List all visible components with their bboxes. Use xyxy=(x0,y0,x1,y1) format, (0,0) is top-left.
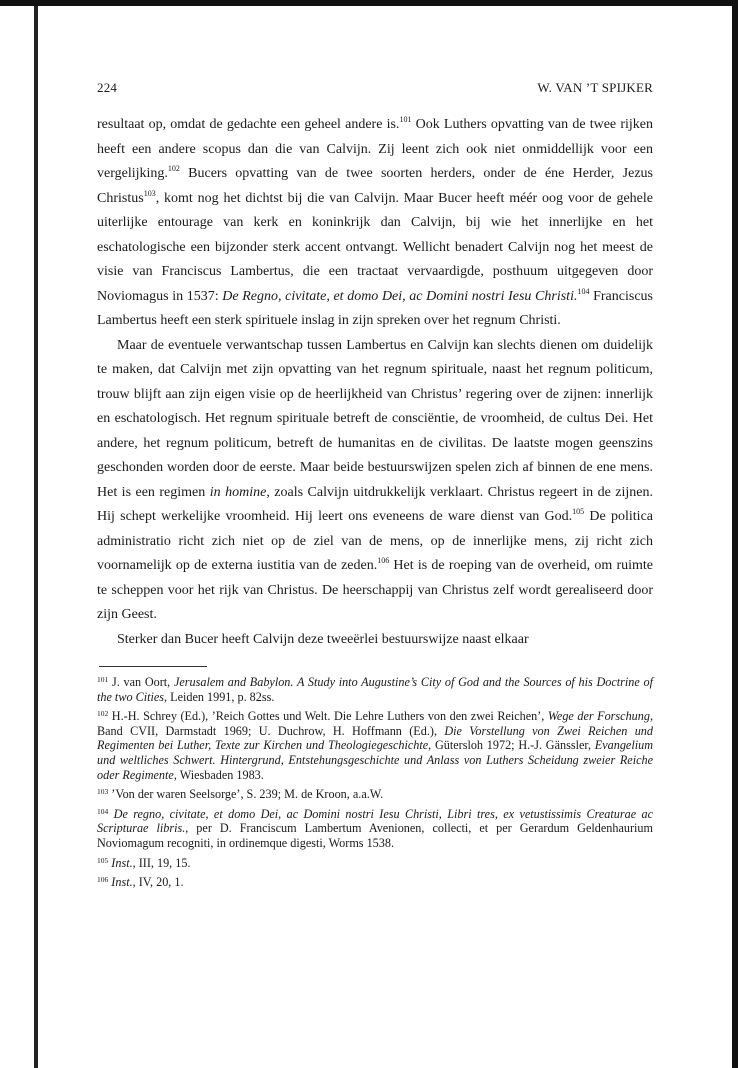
footnote-102 xyxy=(97,709,653,782)
italic-run: Jerusalem and Babylon. A Study into Augustine’s City of God and the Sources of his Doctrine of the two Cities xyxy=(97,675,654,704)
body-text xyxy=(97,113,653,652)
text-run: , Wiesbaden 1983. xyxy=(173,767,264,782)
text-run: H.-H. Schrey (Ed.), ’Reich Gottes und Welt. Die Lehre Luthers von den zwei Reichen’, xyxy=(111,709,548,724)
paragraph-1 xyxy=(97,113,653,334)
footnote-number: 103 xyxy=(97,787,109,797)
footnote-number: 106 xyxy=(97,875,109,885)
scan-border-right xyxy=(732,0,738,1068)
text-run: , Gütersloh 1972; H.-J. Gänssler, xyxy=(428,738,595,753)
footnote-number: 101 xyxy=(97,675,109,684)
book-page xyxy=(97,74,653,895)
text-run: J. van Oort, xyxy=(111,675,174,689)
footnote-number: 104 xyxy=(97,806,109,816)
footnote-ref-103: 103 xyxy=(143,188,156,198)
running-head xyxy=(97,80,653,100)
text-run: , komt nog het dichtst bij die van Calvijn. Maar Bucer heeft méér oog voor de gehele uiterlijke entourage van kerk en koninkrijk dan Calvijn, bij wie het innerlijke en het eschatologische een bijzonder sterk accent ontvangt. Wellicht benadert Calvijn nog het meest de visie van Franciscus Lambertus, die een tractaat vervaardigde, posthuum uitgegeven door Noviomagus in 1537: xyxy=(97,190,653,304)
text-run: Franciscus Lambertus heeft een sterk spirituele inslag in zijn spreken over het regnum Christi. xyxy=(97,288,653,328)
text-run: Sterker dan Bucer heeft Calvijn deze tweeërlei bestuurswijze naast elkaar xyxy=(117,631,529,647)
text-run: Het is de roeping van de overheid, om ruimte te scheppen voor het rijk van Christus. De heerschappij van Christus zelf wordt gerealiseerd door zijn Geest. xyxy=(97,558,653,622)
scan-border-left xyxy=(34,6,38,1068)
text-run: Band CVII, Darmstadt 1969; U. Duchrow, H. Hoffmann (Ed.), xyxy=(97,723,445,738)
text-run: De politica administratio richt zich niet op de ziel van de mens, op de innerlijke mens, zij richt zich voornamelijk op de externa iustitia van de zeden. xyxy=(97,509,653,573)
text-run: , III, 19, 15. xyxy=(132,855,191,870)
footnote-ref-106: 106 xyxy=(377,556,390,565)
italic-run: Wege der Forschung, xyxy=(547,709,654,724)
footnote-ref-102: 102 xyxy=(167,164,180,173)
paragraph-3 xyxy=(97,628,653,653)
scan-border-top xyxy=(0,0,738,6)
footnote-ref-105: 105 xyxy=(572,507,585,516)
italic-run: De regno, civitate, et domo Dei, ac Domini nostri Iesu Christi, Libri tres, ex vetustissimis Creaturae ac Scripturae libris. xyxy=(97,806,653,836)
italic-run: Inst. xyxy=(111,875,133,890)
footnote-number: 102 xyxy=(97,709,109,719)
text-run: ’Von der waren Seelsorge’, S. 239; M. de Kroon, a.a.W. xyxy=(111,787,384,802)
page-number: 224 xyxy=(97,80,118,95)
footnote-ref-101: 101 xyxy=(399,115,412,124)
text-run: , per D. Franciscum Lambertum Avenionen, collecti, et per Gerardum Geldenhaurium Noviomagum recogniti, in ordinemque digesti, Worms 1538. xyxy=(97,821,653,850)
running-title: W. VAN ’T SPIJKER xyxy=(537,80,653,95)
italic-run: Die Vorstellung von Zwei Reichen und Regimenten bei Luther, Texte zur Kirchen und Theologiegeschichte xyxy=(97,723,653,753)
footnote-101 xyxy=(97,675,653,704)
italic-run: Inst. xyxy=(111,855,133,870)
italic-run: in homine xyxy=(209,484,267,500)
text-run: Bucers opvatting van de twee soorten herders, onder de éne Herder, Jezus Christus xyxy=(97,166,653,206)
footnote-105 xyxy=(97,856,653,871)
footnote-104 xyxy=(97,807,653,851)
text-run: , Leiden 1991, p. 82ss. xyxy=(164,689,275,704)
italic-run: Evangelium und weltliches Schwert. Hintergrund, Entstehungsgeschichte und Anlass von Luthers Scheidung zweier Reiche oder Regimente xyxy=(97,738,653,782)
footnote-rule xyxy=(99,666,207,667)
text-run: Ook Luthers opvatting van de twee rijken heeft een andere scopus dan die van Calvijn. Zij leent zich ook niet onmiddellijk voor een vergelijking. xyxy=(97,117,653,181)
text-run: resultaat op, omdat de gedachte een geheel andere is. xyxy=(97,117,400,132)
footnote-103 xyxy=(97,787,653,802)
footnote-106 xyxy=(97,875,653,890)
footnote-number: 105 xyxy=(97,855,109,865)
italic-run: De Regno, civitate, et domo Dei, ac Domini nostri Iesu Christi. xyxy=(222,288,578,304)
text-run: Maar de eventuele verwantschap tussen Lambertus en Calvijn kan slechts dienen om duidelijk te maken, dat Calvijn met zijn opvatting van het regnum spirituale, naast het regnum politicum, trouw blijft aan zijn eigen visie op de heerlijkheid van Christus’ regering over de zijnen: innerlijk en eschatologisch. Het regnum spirituale betreft de consciëntie, de vroomheid, de cultus Dei. Het andere, het regnum politicum, betreft de humanitas en de civilitas. De laatste mogen geenszins geschonden worden door de eerste. Maar beide bestuurswijzen spelen zich af binnen de ene mens. Het is een regimen xyxy=(97,337,653,500)
text-run: , zoals Calvijn uitdrukkelijk verklaart. Christus regeert in de zijnen. Hij schept werkelijke vroomheid. Hij leert ons eveneens de ware dienst van God. xyxy=(97,484,653,524)
footnotes xyxy=(97,675,653,890)
text-run: , IV, 20, 1. xyxy=(132,875,184,890)
paragraph-2 xyxy=(97,334,653,628)
footnote-ref-104: 104 xyxy=(577,286,590,296)
